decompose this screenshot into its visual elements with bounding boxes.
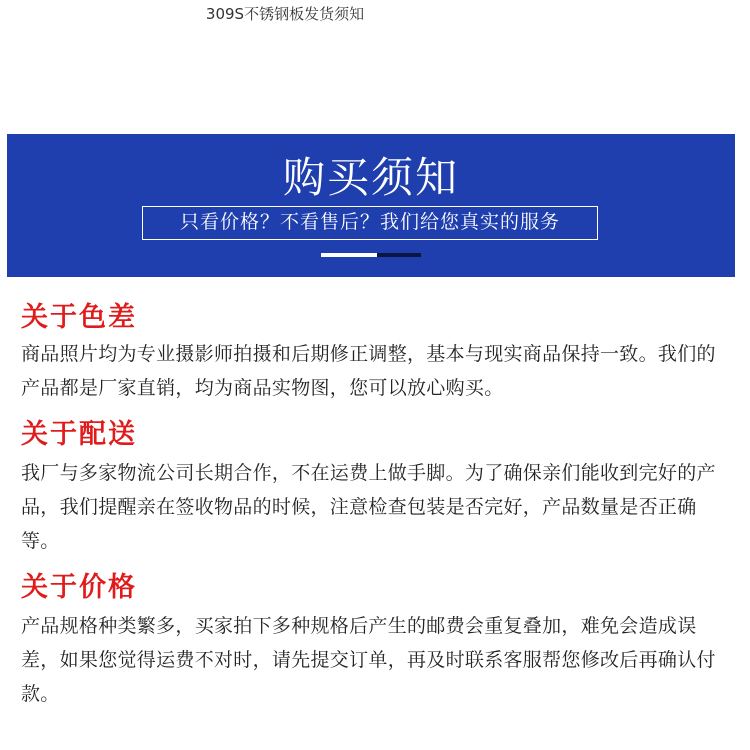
banner-title: 购买须知 — [282, 153, 459, 202]
banner-accent-bar-dark — [377, 253, 421, 257]
banner-subtitle: 只看价格？不看售后？我们给您真实的服务 — [142, 206, 598, 240]
purchase-notice-banner — [7, 134, 735, 277]
section-body-delivery: 我厂与多家物流公司长期合作，不在运费上做手脚。为了确保亲们能收到完好的产品，我们提醒亲在签收物品的时候，注意检查包装是否完好，产品数量是否正确等。 — [21, 462, 716, 552]
section-heading-color-difference: 关于色差 — [21, 302, 137, 333]
section-heading-price: 关于价格 — [21, 572, 137, 603]
section-body-price: 产品规格种类繁多，买家拍下多种规格后产生的邮费会重复叠加，难免会造成误差，如果您觉得运费不对时，请先提交订单，再及时联系客服帮您修改后再确认付款。 — [21, 615, 716, 705]
section-heading-delivery: 关于配送 — [21, 419, 137, 450]
banner-accent-bar-light — [321, 253, 377, 257]
section-body-color-difference: 商品照片均为专业摄影师拍摄和后期修正调整，基本与现实商品保持一致。我们的产品都是厂家直销，均为商品实物图，您可以放心购买。 — [21, 343, 716, 399]
page-caption: 309S不锈钢板发货须知 — [205, 5, 365, 23]
